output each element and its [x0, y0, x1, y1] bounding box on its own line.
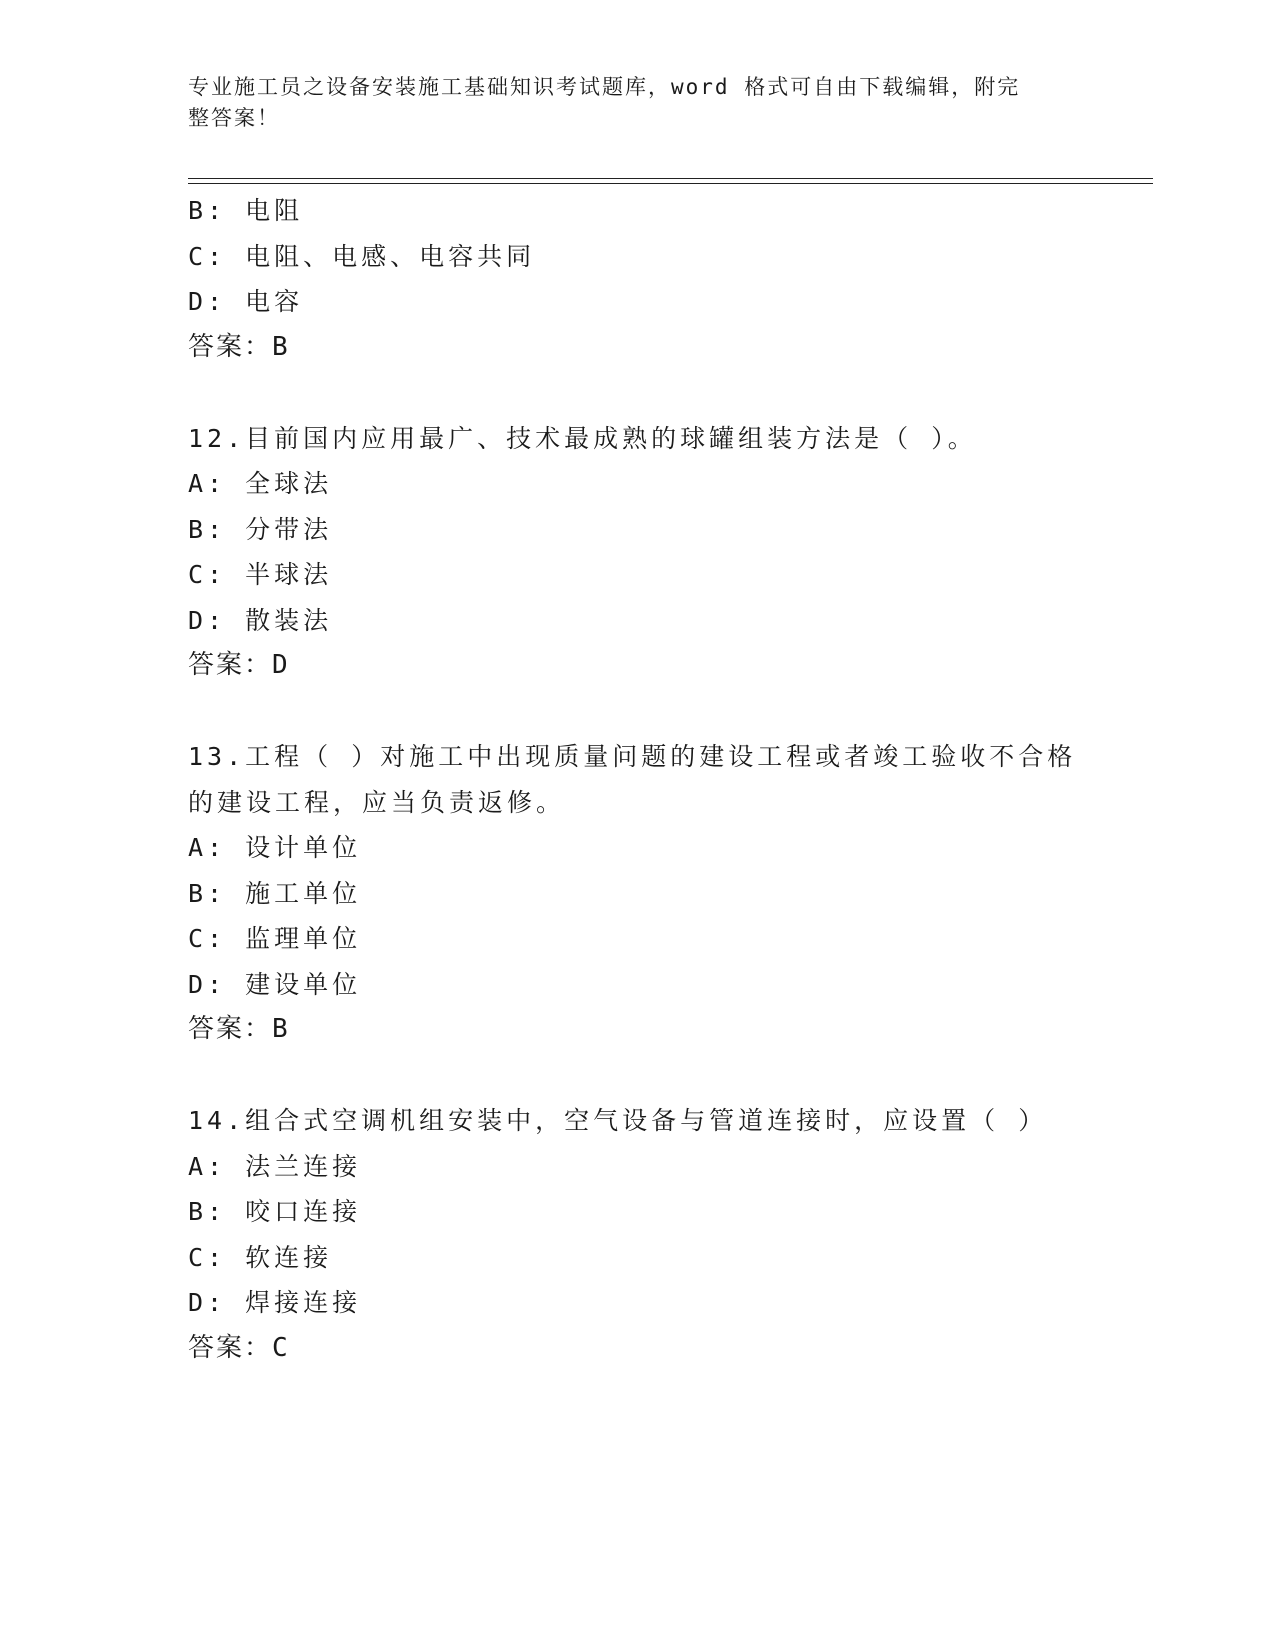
header-divider-bottom [188, 183, 1153, 184]
option-a: A: 设计单位 [188, 833, 362, 862]
answer: 答案：B [188, 1014, 290, 1044]
question-14 [188, 1098, 1148, 1371]
question-12 [188, 416, 1148, 689]
answer: 答案：C [188, 1332, 290, 1363]
answer: 答案：B [188, 331, 290, 362]
option-d: D: 焊接连接 [188, 1288, 362, 1317]
spacer [188, 1053, 1148, 1099]
option-d: D: 散装法 [188, 605, 333, 635]
header-line-1: 专业施工员之设备安装施工基础知识考试题库，word 格式可自由下载编辑，附完 [188, 75, 1021, 99]
option-a: A: 法兰连接 [188, 1151, 362, 1181]
question-13 [188, 734, 1148, 1053]
option-b: B: 分带法 [188, 514, 333, 544]
option-d: D: 电容 [188, 287, 304, 316]
question-11-tail [188, 188, 1148, 370]
header-divider-top [188, 178, 1153, 179]
option-b: B: 电阻 [188, 196, 304, 225]
question-text: 12.目前国内应用最广、技术最成熟的球罐组装方法是（ ）。 [188, 423, 977, 453]
document-header [188, 72, 1068, 134]
question-text-line-2: 的建设工程，应当负责返修。 [188, 787, 566, 817]
spacer [188, 689, 1148, 735]
option-b: B: 施工单位 [188, 878, 362, 908]
question-text: 14.组合式空调机组安装中，空气设备与管道连接时，应设置（ ） [188, 1106, 1048, 1135]
spacer [188, 370, 1148, 416]
option-d: D: 建设单位 [188, 969, 362, 999]
header-line-2: 整答案！ [188, 106, 280, 130]
question-text-line-1: 13.工程（ ）对施工中出现质量问题的建设工程或者竣工验收不合格 [188, 742, 1077, 771]
option-c: C: 电阻、电感、电容共同 [188, 241, 536, 271]
question-list [188, 188, 1148, 1371]
option-c: C: 软连接 [188, 1242, 333, 1272]
answer: 答案：D [188, 650, 290, 680]
option-a: A: 全球法 [188, 469, 333, 498]
option-c: C: 监理单位 [188, 924, 362, 953]
option-c: C: 半球法 [188, 560, 333, 589]
option-b: B: 咬口连接 [188, 1197, 362, 1226]
